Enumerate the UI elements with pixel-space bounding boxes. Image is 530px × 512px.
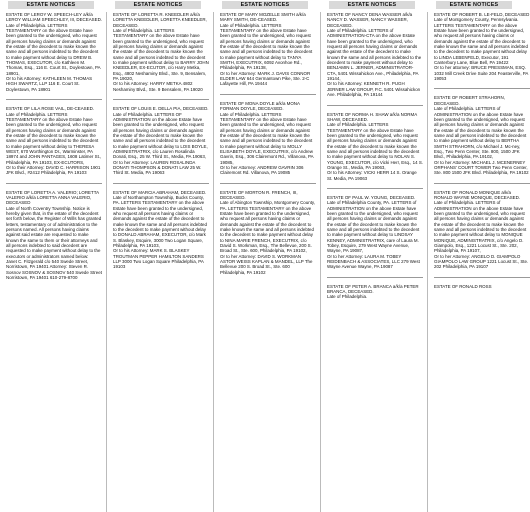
estate-notice: [6, 12, 102, 92]
estate-notice: [113, 12, 209, 92]
estate-notice: [327, 284, 423, 300]
notice-body: Late of Philadelphia. LETTERS TESTAMENTARY on the above Estate have been granted to the undersigned, who request all persons having claims or demands against the estate of the decedent to make known the same and all persons indebted to the decedent to make payment without delay to TANYA SMITH, EXECUTRIX, 6092 Avonhoe Rd., Philadelphia, PA 19138,: [220, 22, 313, 71]
notice-body: Late of Philadelphia. LETTERS of ADMINISTRATION-CTA on the above Estate have been granted to the undersigned, who request all persons having claims or demands against the estate of the decedent to make known the same and all persons indebted to the decedent to make payment without delay to BENJAMIN L. JERNER, ADMINISTRATOR-CTA, 5401 Wissahickon Ave., Philadelphia, PA 19144,: [327, 28, 422, 82]
notice-body: Late of Philadelphia County, PA. LETTERS of ADMINISTRATION on the above Estate have been granted to the undersigned, who request all persons having claims or demands against the estate of the decedent to make known the same and all persons indebted to the decedent to make payment without delay to LINDSAY KENNEY, ADMINISTRATRIX, care of Laura M. Tobey, Esquire, 279 West Wayne Avenue, Wayne, PA 19087,: [327, 200, 420, 254]
notice-divider: [113, 183, 209, 184]
notice-title: ESTATE OF ROBERT STRAHORN, DECEASED.: [434, 95, 505, 106]
notice-title: ESTATE OF LORETTA A. VALERIO; LORETTA VALERIO a/k/a LORETTA ANNA VALERIO, DECEASED: [6, 189, 99, 206]
notice-attorney: Or to her attorney: BRUCE PRESSMAN, ESQ. 1032 Mill Creek Drive Suite 204 Feasterville, PA 19053: [434, 65, 529, 82]
notice-divider: [220, 183, 316, 184]
notice-divider: [6, 99, 102, 100]
notice-divider: [327, 277, 423, 278]
notice-title: ESTATE OF NANCY DENA WASSER a/k/a NANCY D. WASSER, NANCY WASSER, DECEASED.: [327, 12, 413, 28]
notice-title: ESTATE OF PAUL W. YOUNG, DECEASED.: [327, 194, 416, 200]
notice-attorney: Or to her Attorney: DAVID S. WORKMAN ASTOR WEISS KAPLAN & MANDEL, LLP The Bellevue 200 S. Broad St., Ste. 600 Philadelphia, PA 19102: [220, 253, 313, 275]
column-divider: [320, 12, 321, 512]
column-2: [113, 12, 209, 512]
notice-body: Late of Philadelphia. LETTERS TESTAMENTARY on the above Estate have been granted to the undersigned, who request all persons having claims or demands against the estate of the decedent to make known the same and all persons indebted to the decedent to make payment without delay to DREW B. THOMAS, EXECUTOR, c/o Kathleen M. Thomas, Esq., 116 E. Court St., Doylestown, PA 18901,: [6, 22, 101, 76]
estate-notice: [327, 12, 423, 98]
notice-divider: [434, 88, 530, 89]
notice-title: ESTATE OF MARCIA ABRAHAM, DECEASED.: [113, 189, 207, 195]
estate-notice: [434, 284, 530, 289]
column-divider: [106, 12, 107, 512]
notice-body: Late of Philadelphia. LETTERS of ADMINISTRATION on the above Estate have been granted to the undersigned, who request all persons having claims or demands against the estate of the decedent to make known the same and all persons indebted to the decedent to make payment without delay to MONIQUE MONIQUE, ADMINISTRATRIX, c/o Angelo D. Giampolo, Esq., 1221 Locust St., Ste. 202, Philadelphia, PA 19107,: [434, 200, 527, 254]
notice-attorney: Or to her Attorney: LAUREN ROSALINDA DONATI THOMPSON & DONATI LAW 25 W. Third St. Media, PA 19063: [113, 159, 202, 176]
notice-title: ESTATE OF LOUIS E. DELLA PIA, DECEASED.: [113, 106, 209, 112]
notice-divider: [327, 105, 423, 106]
estate-notice: [434, 95, 530, 175]
estate-notice: [434, 12, 530, 81]
notice-body: Late of Philadelphia. LETTERS TESTAMENTARY on the above Estate have been granted to the undersigned, who request all persons having claims or demands against the estate of the decedent to make known the same and all persons indebted to the decedent to make payment without delay to THERESA WEST, 670 Worthington Dr., Warminster, PA 18974 and JOHN PANTAGES, 1608 Latimer St., Philadelphia, PA 19103, EX-ECUTORS,: [6, 111, 102, 165]
column-1: [6, 12, 102, 512]
column-header-2: ESTATE NOTICES: [115, 1, 201, 9]
notice-title: ESTATE OF PETER A. BRANCA a/k/a PETER BRANCA, DECEASED.: [327, 283, 419, 295]
notice-attorney: Or to their Attorney: DAVID C. HARRISON 1901 JFK Blvd., #2412 Philadelphia, PA 19103: [6, 164, 101, 176]
column-5: [434, 12, 530, 512]
header-row: [0, 0, 512, 10]
notice-attorney: Or to her Attorney: MICHAEL J. MCENERNEY ORPHANS' COURT TOWER Two Penn Center, Ste. 800 1500 JFK Blvd. Philadelphia, PA 19102: [434, 159, 529, 176]
notice-attorney: Or to his Attorney: KATHLEEN M. THOMAS HIGH SWARTZ, LLP 116 E. Court St. Doylestown, PA 18901: [6, 76, 93, 92]
estate-notice: [6, 106, 102, 175]
notice-body: Late of Abington Township, Montgomery County, PA. LETTERS TESTAMENTARY on the above Estate have been granted to the undersigned, who request all persons having claims or demands against the estate of the decedent to make known the same and all persons indebted to the decedent to make payment without delay to NINA MARIE FRENCH, EXECUTRIX, c/o David S. Workman, Esq., The Bellevue, 200 S. Broad St., Ste. 600, Philadelphia, PA 19102,: [220, 200, 316, 254]
notice-body: Late of Philadelphia. LETTERS OF ADMINISTRATION on the above Estate have been granted to the undersigned, who request all persons having claims or demands against the estate of the decedent to make known the same and all persons indebted to the decedent to make payment without delay to LOIS BOYLE, ADMINISTRATRIX, c/o Lauren Rosalinda Donati, Esq., 25 W. Third St., Media, PA 19063,: [113, 111, 208, 160]
estate-notice: [113, 106, 209, 175]
notice-body: Late of Northampton Township, Bucks County, PA. LETTERS TESTAMENTARY on the above Estate have been granted to the undersigned, who request all persons having claims or demands against the estate of the decedent to make known the same and all persons indebted to the decedent to make payment without delay to DONALD ABRAHAM, EXECUTOR, c/o Mark S. Blaskey, Esquire, 3000 Two Logan Square, Philadelphia, PA 19103,: [113, 194, 207, 249]
notice-divider: [434, 277, 530, 278]
column-header-3: ESTATE NOTICES: [222, 1, 308, 9]
notice-title: ESTATE OF MARY MOZELLE SMITH a/k/a MARY SMITH, DE-CEASED.: [220, 12, 306, 23]
column-divider: [213, 12, 214, 512]
estate-notice: [113, 190, 209, 270]
notice-title: ESTATE OF LILA ROSE VAIL, DE-CEASED.: [6, 106, 95, 112]
notice-body: Late of Philadelphia. LETTERS TESTAMENTARY on the above Estate have been granted to the undersigned, who request all persons having claims or demands against the estate of the decedent to make known the same and all persons indebted to the decedent to make payment without delay to BARRY JOHN KNEEDLER, EX-ECUTOR, c/o Harry Metka, Esq., 4802 Neshaminy Blvd., Ste. 9, Bensalem, PA 19020,: [113, 28, 209, 82]
estate-notice: [327, 112, 423, 181]
column-header-1: ESTATE NOTICES: [8, 1, 94, 9]
column-4: [327, 12, 423, 512]
notice-divider: [327, 188, 423, 189]
notice-divider: [6, 183, 102, 184]
notice-title: ESTATE OF LORETTA R. KNEEDLER a/k/a LORETTA KNEEDLER, LORETTA KNEEDLER, DECEASED.: [113, 12, 207, 28]
notice-title: ESTATE OF RONALD MONIQUE a/k/a RONALD WAYNE MONIQUE, DECEASED.: [434, 189, 521, 200]
notice-divider: [434, 183, 530, 184]
notice-attorney: Or to her Attorney: LAURA M. TOBEY REIDENBACH & ASSOCIATES, LLC 279 West Wayne Avenue Wayne, PA 19087: [327, 253, 420, 270]
notice-body: Late of Montgomery County, Pennsylvania. LETTERS TESTAMENTARY on the above Estate have been granted to the undersigned, who request all persons having claims or demands against the estate of the decedent to make known the same and all persons indebted to the decedent to make payment without delay to LINDA LEBENFELD, Executor, 191 Canterbury Lane, Blue Bell, PA 19422: [434, 17, 528, 66]
estate-notice: [220, 190, 316, 276]
notice-attorney: Or to his Attorney: VICKI HERR 14 S. Orange St. Media, PA 19063: [327, 170, 417, 181]
notice-attorney: Or to her Attorney: ANGELO D. GIAMPOLO GIAMPOLO LAW GROUP 1221 Locust St., Ste. 202 Philadelphia, PA 19107: [434, 253, 529, 270]
notice-attorney: Or to her Attorney: MARK J. DAVIS CONNOR ELDER LAW 644 Germantown Pike, Ste. 2-C Lafayette Hill, PA 19444: [220, 70, 311, 87]
column-header-5: ESTATE NOTICES: [436, 1, 512, 9]
notice-attorney: Or to her Attorney: ANDREW GAVRIN 306 Clairemont Rd. Villanova, PA 19085: [220, 164, 304, 176]
notice-divider: [113, 99, 209, 100]
notice-title: ESTATE OF ROBERT B. LE-FELD, DECEASED: [434, 12, 530, 17]
notice-title: ESTATE OF MORTON R. FRENCH, III, DECEASED.: [220, 189, 298, 200]
estate-notice: [220, 101, 316, 176]
notice-body: Late of Philadelphia. LETTERS of ADMINISTRATION on the above Estate have been granted to the undersigned, who request all persons having claims or demands against the estate of the decedent to make known the same and all persons indebted to the decedent to make payment without delay to BERTHA SMITH STRAHORN, c/o Michael J. Mc-ney, Esq., Two Penn Center, Ste. 800, 1500 JFK Blvd., Philadelphia, PA 19102,: [434, 106, 527, 160]
notice-title: ESTATE OF MONA DOYLE a/k/a MONA FORMAN DOYLE, DECEASED.: [220, 100, 300, 112]
notice-body: Late of Philadelphia. LETTERS TESTAMENTARY on the above Estate have been granted to the undersigned, who request all persons having claims or demands against the estate of the decedent to make known the same and all persons indebted to the decedent to make payment without delay to NOLAN S. YOUNG, EXECUTOR, c/o Vicki Herr, Esq., 14 S. Orange St., Media, PA 19063,: [327, 122, 424, 170]
notice-title: ESTATE OF NORMA H. SHAW a/k/a NORMA SHAW, DECEASED.: [327, 111, 417, 122]
notice-attorney: Janet C. Fitzgerald c/o 540 Swede Street, Norristown, PA 19401 Attorney: Steven R. Sosnov SOSNOV & SOSNOV 540 Swede Street Norristown, PA 19401 610-279-8700: [6, 259, 102, 281]
notice-body: Late of Philadelphia.: [327, 294, 368, 300]
estate-notice: [6, 190, 102, 281]
notice-title: ESTATE OF LEROY W. SPEECH-LEY a/k/a LEROY WILLIAM SPEECHLEY, III, DECEASED.: [6, 12, 103, 23]
notice-title: ESTATE OF RONALD ROSS: [434, 283, 492, 289]
notice-attorney: Or to his Attorney: HARRY METKA 4802 Neshaminy Blvd., Ste. 9 Bensalem, PA 19020: [113, 81, 203, 92]
estate-notice: [434, 190, 530, 270]
notice-attorney: Or to his Attorney: KENNETH R. PUGH JERNER LAW GROUP, P.C. 5401 Wissahickon Ave. Philadelphia, PA 19144: [327, 81, 421, 98]
notice-divider: [220, 94, 316, 95]
estate-notice: [220, 12, 316, 87]
column-3: [220, 12, 316, 512]
column-header-4: ESTATE NOTICES: [329, 1, 415, 9]
notice-attorney: Or to his Attorney: MARK S. BLASKEY TROUTMAN PEPPER HAMILTON SANDERS LLP 3000 Two Logan Square Philadelphia, PA 19103: [113, 248, 204, 270]
column-divider: [427, 12, 428, 512]
estate-notice: [327, 195, 423, 270]
notice-body: Late of Philadelphia. LETTERS TESTAMENTARY on the above Estate have been granted to the undersigned, who request all persons having claims or demands against the estate of the decedent to make known the same and all persons indebted to the decedent to make payment without delay to MOLLY ELISABETH DOYLE, EXECUTRIX, c/o Andrew Gavrin, Esq., 306 Clairemont Rd., Villanova, PA 19085,: [220, 111, 314, 165]
notice-body: Late of North Coventry Township. Notice is hereby given that, in the estate of the decedent set forth below, the Register of Wills has granted letters, testamentary or of administration to the persons named. All persons having claims against said estate are requested to make known the same to them or their attorneys and all persons indebted to said decedent are requested to make payment without delay to the executors or administrators named below:: [6, 205, 102, 259]
